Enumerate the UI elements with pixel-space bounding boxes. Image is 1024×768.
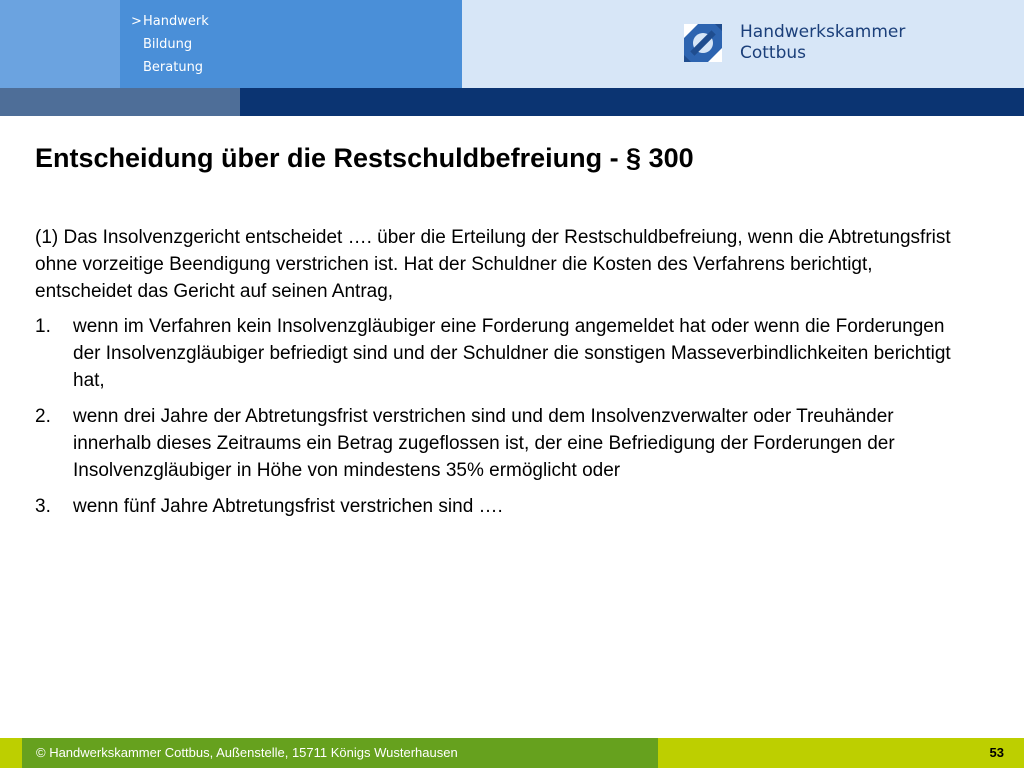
nav-arrow: > xyxy=(131,14,142,29)
nav-item-bildung xyxy=(131,33,209,56)
intro-paragraph: (1) Das Insolvenzgericht entscheidet …. über die Erteilung der Restschuldbefreiung, wenn die Abtretungsfrist ohne vorzeitige Beendigung verstrichen ist. Hat der Schuldner die Kosten des Verfahrens berichtigt, entscheidet das Gericht auf seinen Antrag, xyxy=(35,227,951,302)
list-item-number: 2. xyxy=(35,406,51,427)
header-nav xyxy=(131,10,209,79)
list-item-number: 1. xyxy=(35,316,51,337)
header-block-light xyxy=(0,0,120,88)
footer-copyright: © Handwerkskammer Cottbus, Außenstelle, 15711 Königs Wusterhausen xyxy=(36,745,458,760)
header-strip-grey-blue xyxy=(0,88,240,116)
nav-item-label: Beratung xyxy=(143,60,204,75)
nav-item-label: Bildung xyxy=(143,37,193,52)
nav-item-handwerk xyxy=(131,10,209,33)
list-item-text: wenn drei Jahre der Abtretungsfrist verstrichen sind und dem Insolvenzverwalter oder Treuhänder innerhalb dieses Zeitraums ein Betrag zugeflossen ist, der eine Befriedigung der Forderungen der Insolvenzgläubiger in Höhe von mindestens 35% ermöglicht oder xyxy=(73,406,895,481)
slide-body xyxy=(35,224,965,529)
page-number: 53 xyxy=(989,745,1004,760)
slide-title: Entscheidung über die Restschuldbefreiung - § 300 xyxy=(35,143,694,173)
brand-name-line-2: Cottbus xyxy=(740,43,807,63)
list-item xyxy=(35,493,965,520)
nav-item-label: Handwerk xyxy=(143,14,209,29)
footer-block-lime-right xyxy=(658,738,1024,768)
nav-item-beratung xyxy=(131,56,209,79)
list-item xyxy=(35,313,965,394)
header-strip-navy xyxy=(240,88,1024,116)
list-item-number: 3. xyxy=(35,496,51,517)
hwk-cottbus-logo-icon xyxy=(684,24,722,62)
brand-name-line-1: Handwerkskammer xyxy=(740,22,906,42)
list-item xyxy=(35,403,965,484)
brand-name xyxy=(740,22,905,64)
slide-header xyxy=(0,0,1024,116)
footer-block-lime-left xyxy=(0,738,22,768)
list-item-text: wenn fünf Jahre Abtretungsfrist verstrichen sind …. xyxy=(73,496,503,517)
slide-footer xyxy=(0,738,1024,768)
list-item-text: wenn im Verfahren kein Insolvenzgläubiger eine Forderung angemeldet hat oder wenn die Forderungen der Insolvenzgläubiger befriedigt sind und der Schuldner die sonstigen Masseverbindlichkeiten berichtigt hat, xyxy=(73,316,951,391)
conditions-list xyxy=(35,313,965,520)
